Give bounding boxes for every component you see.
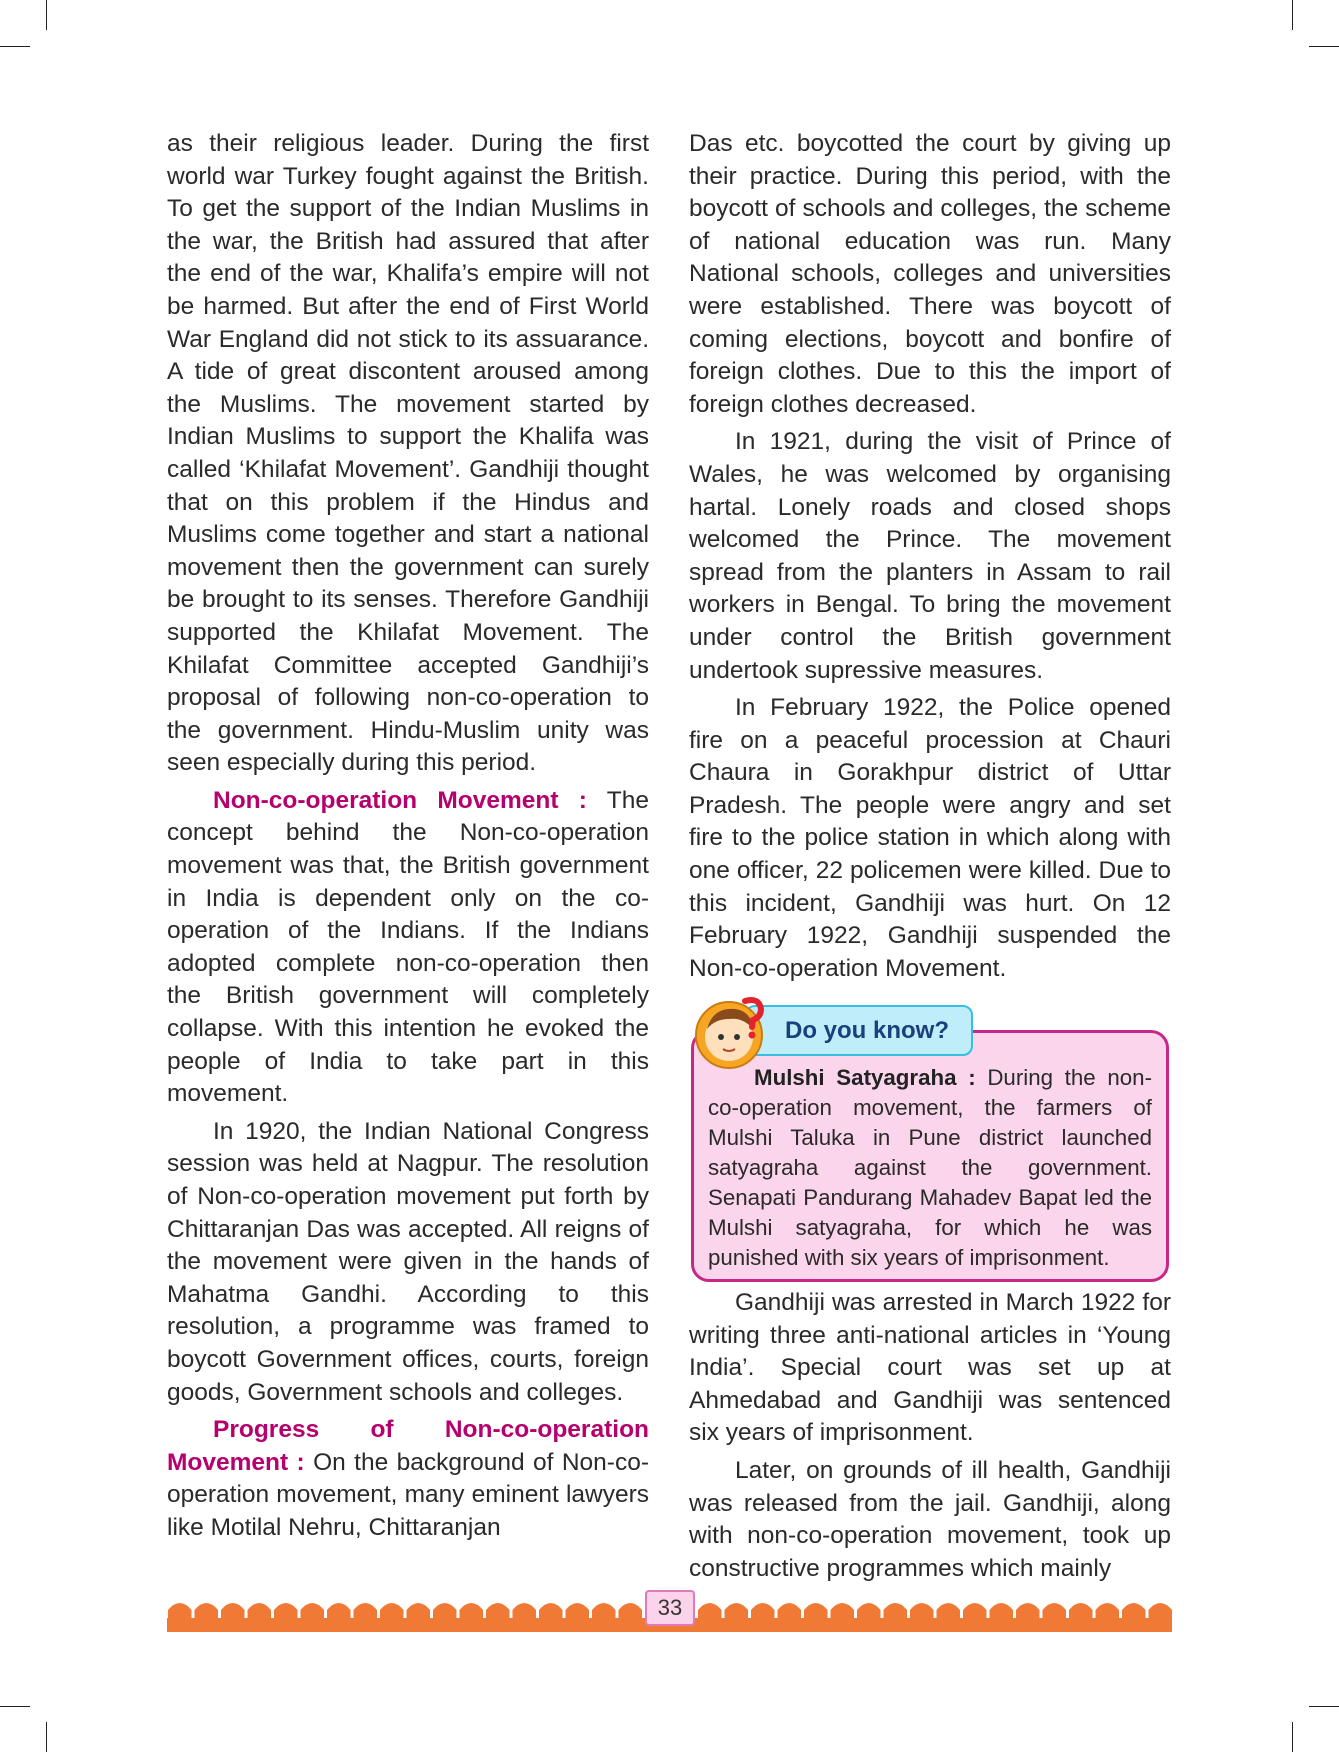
footer-scallop [1096, 1603, 1120, 1620]
footer-scallop [486, 1603, 510, 1620]
paragraph-non-cooperation [167, 785, 649, 1111]
paragraph-prince-of-wales: In 1921, during the visit of Prince of Wales, he was welcomed by organising hartal. Lonely roads and closed shops welcomed the Prince. The movement spread from the planters in Assam to rail workers in Bengal. To bring the movement under control the British government undertook supressive measures. [689, 428, 1171, 684]
do-you-know-text [708, 1063, 1152, 1273]
right-column [689, 128, 1171, 985]
footer-scallop [380, 1603, 404, 1620]
paragraph-progress [167, 1414, 649, 1544]
footer-scallop [884, 1603, 908, 1620]
footer-scallop [1016, 1603, 1040, 1620]
footer-scallop [327, 1603, 351, 1620]
footer-scallop [725, 1603, 749, 1620]
footer-scallop [963, 1603, 987, 1620]
footer-scallop [168, 1603, 192, 1620]
crop-mark [1309, 1706, 1339, 1707]
footer-scallop [1149, 1603, 1173, 1620]
footer-scallop [221, 1603, 245, 1620]
footer-scallop [1069, 1603, 1093, 1620]
crop-mark [0, 46, 30, 47]
mulshi-satyagraha-text: During the non-co-operation movement, the farmers of Mulshi Taluka in Pune district launched satyagraha against the government. Senapati Pandurang Mahadev Bapat led the Mulshi satyagraha, for which he was punished with six years of imprisonment. [708, 1065, 1152, 1270]
footer-scallop [1043, 1603, 1067, 1620]
crop-mark [1292, 0, 1293, 30]
mulshi-satyagraha-heading: Mulshi Satyagraha : [754, 1065, 976, 1090]
footer-scallop [1122, 1603, 1146, 1620]
footer-scallop [619, 1603, 643, 1620]
paragraph-boycott: Das etc. boycotted the court by giving up their practice. During this period, with the boycott of schools and colleges, the scheme of national education was run. Many National schools, colleges and universities were established. There was boycott of coming elections, boycott and bonfire of foreign clothes. Due to this the import of foreign clothes decreased. [689, 130, 1171, 418]
footer-scallop [910, 1603, 934, 1620]
footer-scallop [274, 1603, 298, 1620]
paragraph-nagpur-session: In 1920, the Indian National Congress session was held at Nagpur. The resolution of Non-co-operation movement put forth by Chittaranjan Das was accepted. All reigns of the movement were given in the hands of Mahatma Gandhi. According to this resolution, a programme was framed to boycott Government offices, courts, foreign goods, Government schools and colleges. [167, 1117, 649, 1406]
crop-mark [46, 0, 47, 30]
footer-scallop [566, 1603, 590, 1620]
footer-scallop [301, 1603, 325, 1620]
footer-scallop [592, 1603, 616, 1620]
footer-scallop [195, 1603, 219, 1620]
paragraph-arrest: Gandhiji was arrested in March 1922 for writing three anti-national articles in ‘Young India’. Special court was set up at Ahmedabad and Gandhiji was sentenced six years of imprisonment. [689, 1289, 1171, 1447]
heading-non-cooperation-movement: Non-co-operation Movement : [213, 786, 587, 814]
footer-scallop [990, 1603, 1014, 1620]
page-number: 33 [645, 1590, 695, 1626]
paragraph-khilafat: as their religious leader. During the first world war Turkey fought against the British. To get the support of the Indian Muslims in the war, the British had assured that after the end of the war, Khalifa’s empire will not be harmed. But after the end of First World War England did not stick to its assuarance. A tide of great discontent aroused among the Muslims. The movement started by Indian Muslims to support the Khalifa was called ‘Khilafat Movement’. Gandhiji thought that on this problem if the Hindus and Muslims come together and start a national movement then the government can surely be brought to its senses. Therefore Gandhiji supported the Khilafat Movement. The Khilafat Committee accepted Gandhiji’s proposal of following non-co-operation to the government. Hindu-Muslim unity was seen especially during this period. [167, 130, 649, 777]
crop-mark [46, 1722, 47, 1752]
footer-scallop [831, 1603, 855, 1620]
footer-scallop [804, 1603, 828, 1620]
paragraph-release: Later, on grounds of ill health, Gandhiji was released from the jail. Gandhiji, along with non-co-operation movement, took up constructive programmes which mainly [689, 1456, 1171, 1582]
do-you-know-title: Do you know? [745, 1005, 973, 1056]
left-column [167, 128, 649, 1545]
footer-scallop [513, 1603, 537, 1620]
crop-mark [0, 1706, 30, 1707]
thinking-boy-icon [693, 995, 769, 1071]
footer-scallop [778, 1603, 802, 1620]
crop-mark [1309, 46, 1339, 47]
footer-scallop [433, 1603, 457, 1620]
footer-scallop [751, 1603, 775, 1620]
footer-scallop [539, 1603, 563, 1620]
footer-scallop [248, 1603, 272, 1620]
footer-scallop [698, 1603, 722, 1620]
footer-scallop [407, 1603, 431, 1620]
paragraph-text: On the background of Non-co-operation movement, many eminent lawyers like Motilal Nehru, Chittaranjan [167, 1448, 649, 1541]
right-column-lower [689, 1287, 1171, 1585]
footer-scallop [857, 1603, 881, 1620]
paragraph-chauri-chaura: In February 1922, the Police opened fire on a peaceful procession at Chauri Chaura in Gorakhpur district of Uttar Pradesh. The people were angry and set fire to the police station in which along with one officer, 22 policemen were killed. Due to this incident, Gandhiji was hurt. On 12 February 1922, Gandhiji suspended the Non-co-operation Movement. [689, 694, 1171, 982]
crop-mark [1292, 1722, 1293, 1752]
footer-scallop [937, 1603, 961, 1620]
footer-scallop [460, 1603, 484, 1620]
paragraph-text: The concept behind the Non-co-operation movement was that, the British government in India is dependent only on the co-operation of the Indians. If the Indians adopted complete non-co-operation then the British government will completely collapse. With this intention he evoked the people of India to take part in this movement. [167, 786, 649, 1108]
footer-scallop [354, 1603, 378, 1620]
heading-progress-of-movement: Progress of Non-co-operation Movement : [167, 1416, 649, 1476]
